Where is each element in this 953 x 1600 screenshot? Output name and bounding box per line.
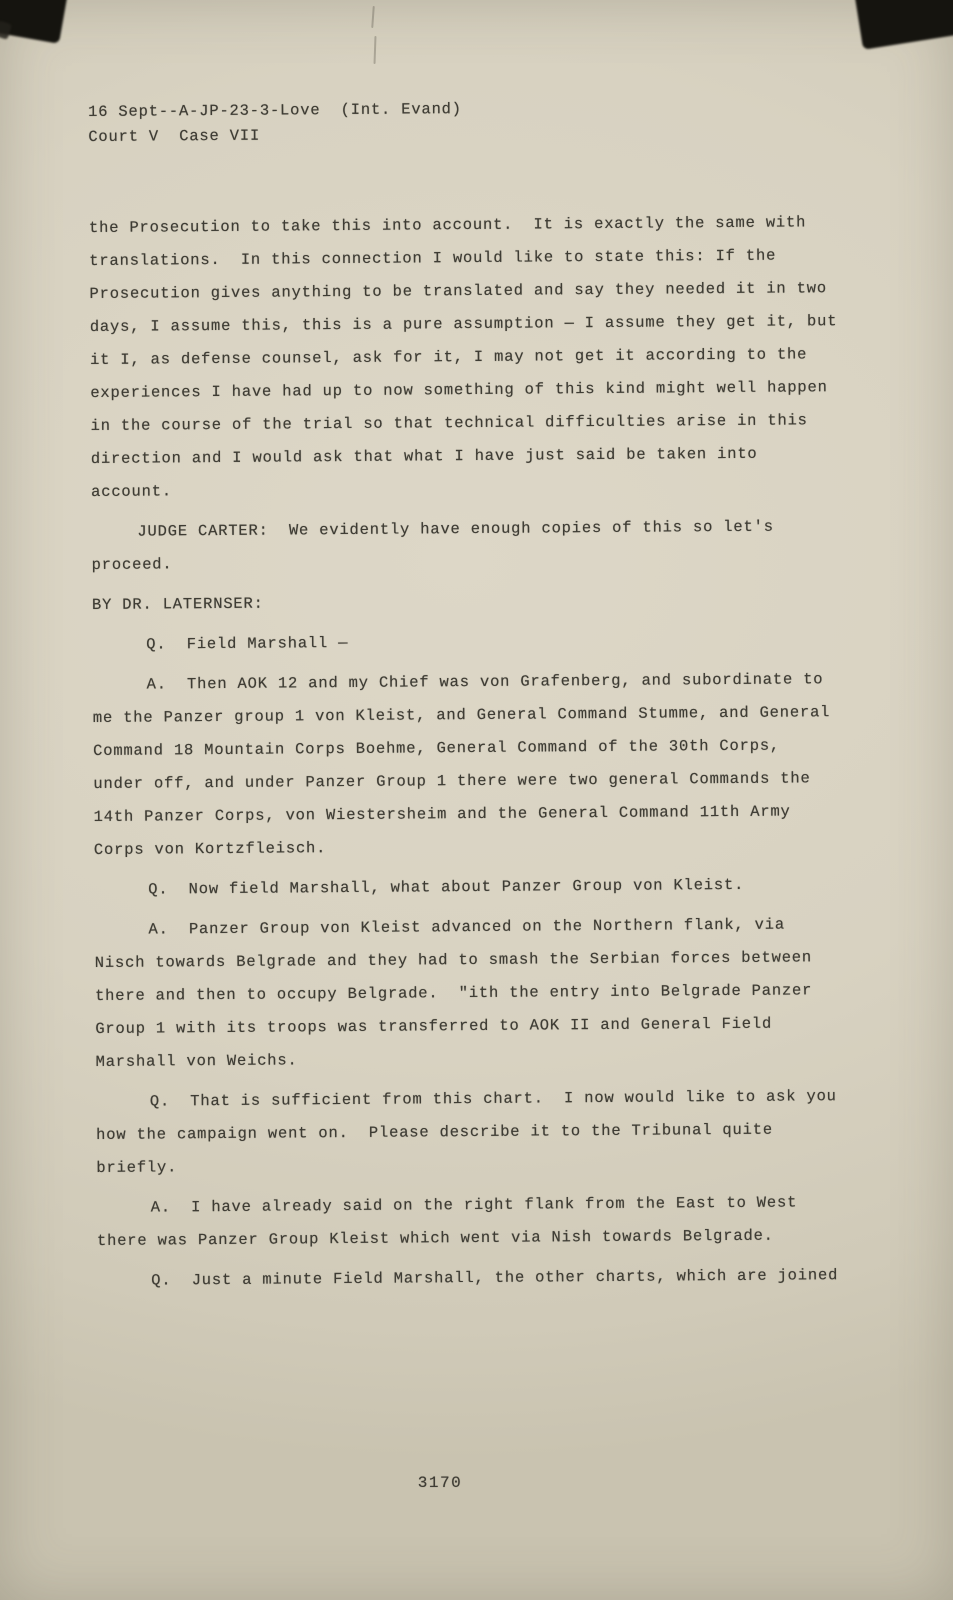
transcript-paragraph-judge-carter: JUDGE CARTER: We evidently have enough copies of this so let's proceed. [91,517,784,574]
transcript-paragraph-answer: A. I have already said on the right flank from the East to West there was Panzer Group Kleist which went via Nish towards Belgrade. [96,1193,808,1250]
page-number: 3170 [417,1474,463,1492]
scan-corner-artifact-top-right [852,0,953,50]
transcript-paragraph-question: Q. That is sufficient from this chart. I now would like to ask you how the campaign went on. Please describe it to the Tribunal quite briefly. [96,1087,847,1177]
transcript-paragraph-by-dr-laternser: BY DR. LATERNSER: [91,594,264,614]
scan-smudge [368,6,378,68]
header-line-docket: 16 Sept--A-JP-23-3-Love (Int. Evand) [88,100,462,121]
transcript-paragraph-question: Q. Now field Marshall, what about Panzer Group von Kleist. [148,875,745,899]
scan-corner-artifact-top-left [0,0,70,44]
transcript-paragraph-answer: A. Panzer Group von Kleist advanced on the Northern flank, via Nisch towards Belgrade and they had to smash the Serbian forces between there and then to occupy Belgrade. "ith the entry into Belgrade Panzer Group 1 with its troops was transferred to AOK II and General Field Marshall von Weichs. [94,915,823,1071]
transcript-paragraph-answer: A. Then AOK 12 and my Chief was von Grafenberg, and subordinate to me the Panzer group 1 von Kleist, and General Command Stumme, and General Command 18 Mountain Corps Boehme, General Command of the 30th Corps, under off, and under Panzer Group 1 there were two general Commands the 14th Panzer Corps, von Wiestersheim and the General Command 11th Army Corps von Kortzfleisch. [92,670,841,859]
scan-edge-mark [0,20,12,40]
document-header [88,94,836,150]
transcript-paragraph-question: Q. Field Marshall — [146,633,349,654]
transcript-paragraph-question: Q. Just a minute Field Marshall, the other charts, which are joined [151,1266,839,1290]
transcript-body [89,206,846,1298]
transcript-paragraph: the Prosecution to take this into account. It is exactly the same with translations. In this connection I would like to state this: If the Prosecution gives anything to be translated and say they needed it in two days, I assume this, this is a pure assumption — I assume they get it, but it I, as defense counsel, ask for it, I may not get it according to the experiences I have had up to now something of this kind might well happen in the course of the trial so that technical difficulties arise in this direction and I would ask that what I have just said be taken into account. [88,213,848,501]
document-content [88,94,848,1305]
header-line-court-case: Court V Case VII [88,126,261,146]
